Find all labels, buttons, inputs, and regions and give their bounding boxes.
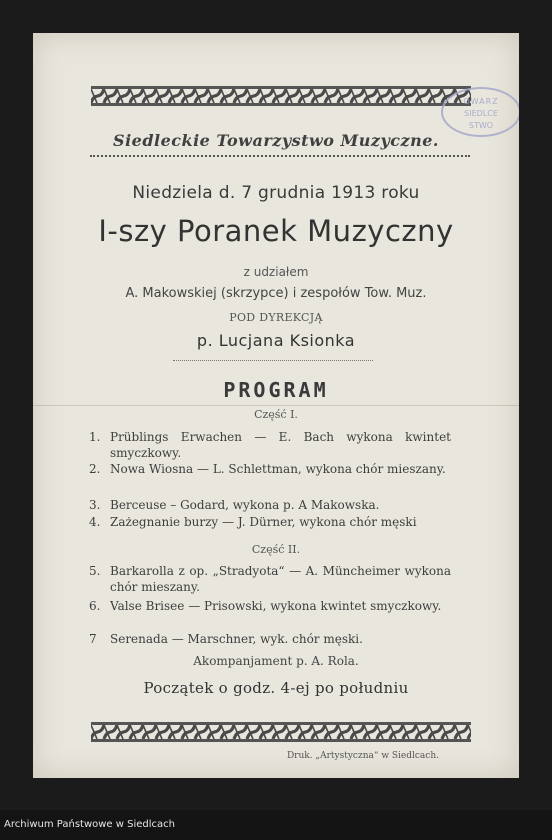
direction-label: POD DYREKCJĄ bbox=[229, 311, 323, 324]
stamp-text: SIEDLCE bbox=[464, 109, 498, 118]
item-number: 3. bbox=[89, 498, 101, 512]
stamp-text: STWO bbox=[468, 121, 494, 130]
performers: A. Makowskiej (skrzypce) i zespołów Tow. Muz. bbox=[125, 286, 427, 301]
start-time: Początek o godz. 4-ej po południu bbox=[143, 679, 409, 697]
paper-fold bbox=[33, 405, 519, 406]
item-number: 6. bbox=[89, 599, 101, 613]
archive-stamp bbox=[441, 87, 519, 137]
item-text: Zażegnanie burzy — J. Dürner, wykona chór męski bbox=[110, 515, 417, 529]
program-item bbox=[89, 429, 451, 461]
ornamental-border-bottom bbox=[91, 719, 471, 745]
accompaniment: Akompanjament p. A. Rola. bbox=[193, 654, 359, 668]
item-text: Prüblings Erwachen — E. Bach wykona kwintet smyczkowy. bbox=[110, 430, 451, 460]
program-item bbox=[89, 461, 451, 493]
ornamental-border-top bbox=[91, 83, 471, 109]
item-text: Serenada — Marschner, wyk. chór męski. bbox=[110, 632, 363, 646]
printer-credit: Druk. „Artystyczna“ w Siedlcach. bbox=[286, 751, 439, 761]
item-number: 7 bbox=[89, 632, 97, 646]
part-one-heading: Część I. bbox=[254, 408, 298, 421]
braid-ornament-icon bbox=[91, 719, 471, 745]
with-label: z udziałem bbox=[243, 265, 309, 279]
item-text: Valse Brisee — Prisowski, wykona kwintet smyczkowy. bbox=[110, 599, 442, 613]
program-heading: PROGRAM bbox=[223, 378, 329, 402]
item-text: Nowa Wiosna — L. Schlettman, wykona chór mieszany. bbox=[110, 462, 446, 476]
program-item bbox=[89, 563, 451, 595]
conductor-name: p. Lucjana Ksionka bbox=[196, 331, 356, 350]
archive-footer bbox=[0, 810, 552, 840]
item-number: 5. bbox=[89, 564, 101, 578]
item-number: 2. bbox=[89, 462, 101, 476]
item-text: Barkarolla z op. „Stradyota“ — A. Müncheimer wykona chór mieszany. bbox=[110, 564, 451, 594]
program-item bbox=[89, 598, 451, 630]
concert-title: I-szy Poranek Muzyczny bbox=[98, 214, 454, 248]
part-two-heading: Część II. bbox=[251, 543, 301, 556]
dotted-divider bbox=[173, 360, 373, 363]
item-number: 4. bbox=[89, 515, 101, 529]
dotted-divider bbox=[90, 155, 470, 159]
society-name: Siedleckie Towarzystwo Muzyczne. bbox=[113, 131, 439, 150]
item-number: 1. bbox=[89, 430, 101, 444]
braid-ornament-icon bbox=[91, 83, 471, 109]
archive-name: Archiwum Państwowe w Siedlcach bbox=[4, 819, 175, 830]
concert-date: Niedziela d. 7 grudnia 1913 roku bbox=[132, 183, 420, 203]
document-page bbox=[33, 33, 519, 778]
item-text: Berceuse – Godard, wykona p. A Makowska. bbox=[110, 498, 380, 512]
stamp-text: OWARZ bbox=[463, 97, 499, 106]
